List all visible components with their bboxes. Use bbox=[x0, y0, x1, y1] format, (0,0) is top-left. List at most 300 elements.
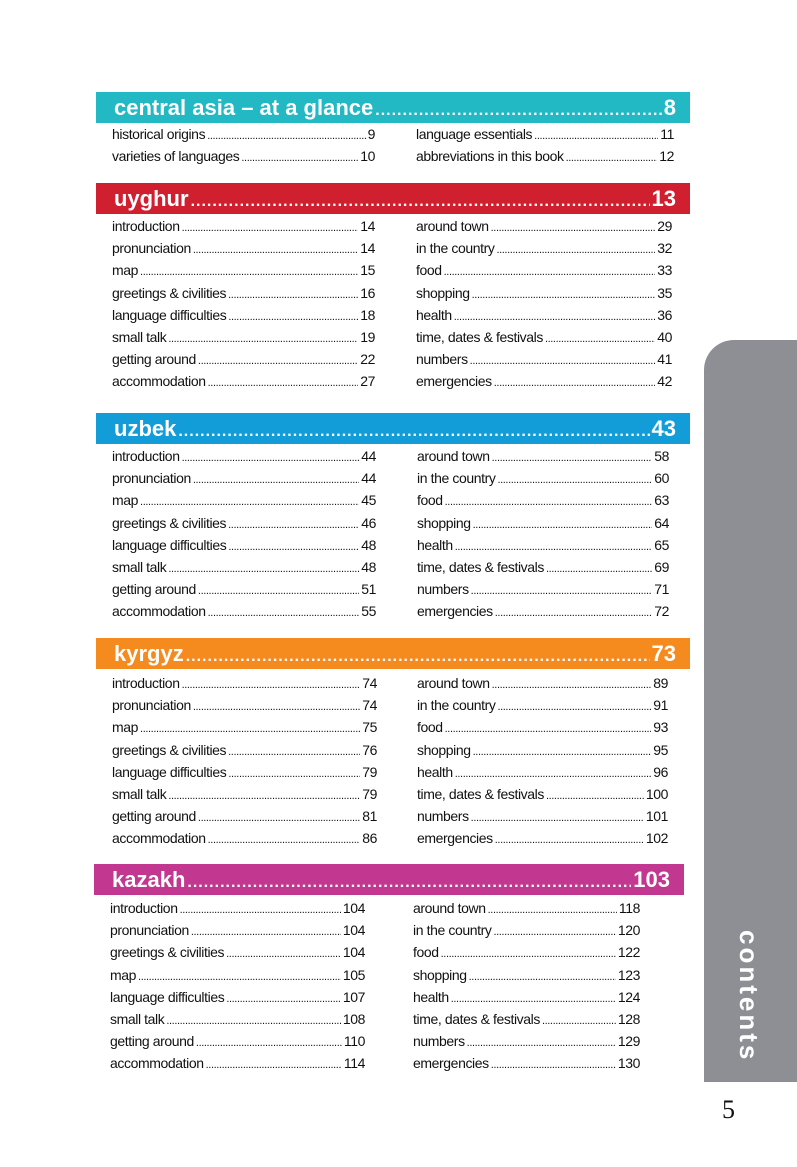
dot-leader bbox=[182, 675, 361, 691]
entry-page: 101 bbox=[645, 808, 668, 825]
entry-label: pronunciation bbox=[112, 470, 191, 487]
dot-leader bbox=[228, 742, 360, 758]
toc-entry[interactable] bbox=[416, 218, 672, 240]
toc-entry[interactable] bbox=[110, 967, 365, 989]
toc-entry[interactable] bbox=[417, 448, 669, 470]
entry-page: 22 bbox=[360, 351, 375, 368]
dot-leader bbox=[196, 1033, 342, 1049]
entry-label: introduction bbox=[112, 218, 180, 234]
section-page: 103 bbox=[633, 866, 670, 892]
section-header-4[interactable] bbox=[94, 864, 684, 895]
toc-entry[interactable] bbox=[417, 492, 669, 514]
dot-leader bbox=[228, 307, 358, 323]
dot-leader bbox=[186, 641, 650, 667]
dot-leader bbox=[193, 470, 359, 486]
entry-page: 114 bbox=[343, 1055, 365, 1072]
toc-entry[interactable] bbox=[416, 373, 672, 395]
entry-label: food bbox=[417, 492, 443, 509]
entry-label: language difficulties bbox=[110, 988, 225, 1005]
toc-entry[interactable] bbox=[110, 1033, 365, 1055]
toc-entry[interactable] bbox=[417, 675, 668, 697]
entry-label: greetings & civilities bbox=[110, 944, 225, 961]
entry-label: getting around bbox=[110, 1033, 194, 1050]
dot-leader bbox=[178, 416, 649, 442]
left-column bbox=[110, 900, 365, 1078]
entry-label: health bbox=[417, 763, 453, 780]
left-column bbox=[112, 126, 375, 170]
dot-leader bbox=[138, 967, 341, 983]
section-header-3[interactable] bbox=[96, 638, 690, 669]
dot-leader bbox=[469, 967, 616, 983]
entry-page: 129 bbox=[617, 1033, 640, 1050]
dot-leader bbox=[566, 148, 658, 164]
entry-label: getting around bbox=[112, 581, 196, 598]
toc-entry[interactable] bbox=[112, 470, 376, 492]
entry-label: map bbox=[112, 262, 139, 279]
toc-entry[interactable] bbox=[417, 581, 669, 603]
entry-page: 79 bbox=[362, 785, 377, 802]
entry-page: 63 bbox=[654, 492, 669, 509]
entry-label: small talk bbox=[112, 558, 167, 575]
dot-leader bbox=[208, 373, 359, 389]
entry-label: around town bbox=[417, 448, 490, 464]
toc-entry[interactable] bbox=[112, 515, 376, 537]
entry-page: 107 bbox=[342, 988, 365, 1005]
toc-entry[interactable] bbox=[112, 329, 375, 351]
dot-leader bbox=[140, 492, 359, 508]
dot-leader bbox=[495, 603, 652, 619]
toc-entry[interactable] bbox=[417, 559, 669, 581]
section-title: central asia – at a glance bbox=[114, 94, 374, 120]
entry-label: time, dates & festivals bbox=[416, 328, 543, 345]
toc-entry[interactable] bbox=[112, 603, 376, 625]
toc-entry[interactable] bbox=[416, 148, 674, 170]
dot-leader bbox=[180, 900, 341, 916]
toc-entry[interactable] bbox=[112, 559, 376, 581]
dot-leader bbox=[226, 944, 341, 960]
right-column bbox=[417, 675, 668, 853]
entry-page: 35 bbox=[657, 284, 672, 301]
right-column bbox=[416, 126, 674, 170]
section-title: kyrgyz bbox=[114, 640, 184, 666]
entry-label: in the country bbox=[417, 697, 496, 714]
dot-leader bbox=[168, 559, 359, 575]
dot-leader bbox=[168, 329, 358, 345]
entry-label: emergencies bbox=[416, 373, 492, 390]
section-page: 8 bbox=[663, 94, 676, 120]
dot-leader bbox=[470, 351, 656, 367]
entry-label: accommodation bbox=[110, 1055, 204, 1072]
dot-leader bbox=[198, 581, 359, 597]
dot-leader bbox=[140, 262, 358, 278]
toc-entry[interactable] bbox=[413, 1011, 640, 1033]
entry-page: 46 bbox=[361, 514, 376, 531]
entry-page: 58 bbox=[654, 448, 669, 464]
entry-label: language difficulties bbox=[112, 763, 227, 780]
entry-label: in the country bbox=[413, 922, 492, 939]
entry-label: accommodation bbox=[112, 830, 206, 847]
entry-label: emergencies bbox=[417, 603, 493, 620]
toc-entry[interactable] bbox=[416, 240, 672, 262]
entry-label: shopping bbox=[417, 514, 471, 531]
entry-page: 72 bbox=[654, 603, 669, 620]
dot-leader bbox=[198, 808, 360, 824]
entry-page: 105 bbox=[342, 966, 365, 983]
dot-leader bbox=[471, 808, 644, 824]
dot-leader bbox=[241, 148, 358, 164]
dot-leader bbox=[488, 900, 617, 916]
entry-label: health bbox=[416, 306, 452, 323]
section-page: 43 bbox=[651, 415, 676, 441]
dot-leader bbox=[166, 1011, 340, 1027]
toc-entry[interactable] bbox=[112, 537, 376, 559]
toc-entry[interactable] bbox=[416, 329, 672, 351]
entry-page: 79 bbox=[362, 763, 377, 780]
entry-page: 93 bbox=[653, 719, 668, 736]
dot-leader bbox=[491, 218, 656, 234]
entry-label: abbreviations in this book bbox=[416, 148, 564, 165]
entry-page: 40 bbox=[657, 328, 672, 345]
toc-entry[interactable] bbox=[417, 830, 668, 852]
toc-entry[interactable] bbox=[416, 126, 674, 148]
dot-leader bbox=[472, 285, 656, 301]
entry-page: 108 bbox=[342, 1010, 365, 1027]
entry-label: food bbox=[413, 944, 439, 961]
dot-leader bbox=[546, 786, 644, 802]
toc-entry[interactable] bbox=[112, 581, 376, 603]
dot-leader bbox=[191, 186, 650, 212]
toc-entry[interactable] bbox=[417, 537, 669, 559]
entry-label: food bbox=[417, 719, 443, 736]
entry-label: time, dates & festivals bbox=[417, 558, 544, 575]
toc-entry[interactable] bbox=[417, 808, 668, 830]
entry-label: emergencies bbox=[413, 1055, 489, 1072]
entry-page: 9 bbox=[367, 126, 375, 142]
toc-entry[interactable] bbox=[413, 1033, 640, 1055]
toc-entry[interactable] bbox=[112, 351, 375, 373]
entry-page: 19 bbox=[360, 328, 375, 345]
toc-entry[interactable] bbox=[416, 351, 672, 373]
toc-entry[interactable] bbox=[112, 218, 375, 240]
entry-page: 42 bbox=[657, 373, 672, 390]
toc-entry[interactable] bbox=[112, 697, 377, 719]
dot-leader bbox=[193, 697, 360, 713]
toc-entry[interactable] bbox=[417, 603, 669, 625]
dot-leader bbox=[534, 126, 658, 142]
entry-page: 104 bbox=[342, 944, 365, 961]
entry-page: 102 bbox=[645, 830, 668, 847]
entry-page: 124 bbox=[617, 988, 640, 1005]
toc-entry[interactable] bbox=[110, 944, 365, 966]
dot-leader bbox=[193, 240, 358, 256]
entry-page: 65 bbox=[654, 536, 669, 553]
entry-page: 32 bbox=[657, 240, 672, 257]
entry-page: 45 bbox=[361, 492, 376, 509]
entry-label: small talk bbox=[112, 785, 167, 802]
entry-page: 14 bbox=[360, 218, 375, 234]
toc-entry[interactable] bbox=[413, 989, 640, 1011]
dot-leader bbox=[473, 515, 653, 531]
entry-label: greetings & civilities bbox=[112, 741, 227, 758]
entry-page: 128 bbox=[617, 1010, 640, 1027]
toc-entry[interactable] bbox=[112, 285, 375, 307]
dot-leader bbox=[208, 830, 361, 846]
toc-entry[interactable] bbox=[416, 285, 672, 307]
entry-label: health bbox=[417, 536, 453, 553]
entry-label: pronunciation bbox=[110, 922, 189, 939]
entry-label: getting around bbox=[112, 808, 196, 825]
dot-leader bbox=[454, 307, 655, 323]
entry-page: 14 bbox=[360, 240, 375, 257]
dot-leader bbox=[545, 329, 655, 345]
entry-page: 123 bbox=[617, 966, 640, 983]
dot-leader bbox=[198, 351, 358, 367]
entry-page: 74 bbox=[362, 675, 377, 691]
entry-page: 104 bbox=[342, 900, 365, 916]
entry-page: 10 bbox=[360, 148, 375, 165]
dot-leader bbox=[228, 764, 360, 780]
entry-page: 122 bbox=[617, 944, 640, 961]
toc-entry[interactable] bbox=[112, 808, 377, 830]
dot-leader bbox=[451, 989, 616, 1005]
toc-entry[interactable] bbox=[112, 830, 377, 852]
dot-leader bbox=[491, 1055, 616, 1071]
side-tab-label: contents bbox=[734, 930, 764, 1063]
toc-entry[interactable] bbox=[417, 764, 668, 786]
entry-label: introduction bbox=[112, 448, 180, 464]
left-column bbox=[112, 675, 377, 853]
entry-label: map bbox=[112, 492, 139, 509]
toc-entry[interactable] bbox=[110, 900, 365, 922]
section-header-2[interactable] bbox=[96, 413, 690, 444]
entry-page: 130 bbox=[617, 1055, 640, 1072]
entry-label: varieties of languages bbox=[112, 148, 240, 165]
dot-leader bbox=[492, 448, 653, 464]
toc-entry[interactable] bbox=[112, 719, 377, 741]
entry-label: pronunciation bbox=[112, 240, 191, 257]
dot-leader bbox=[228, 537, 359, 553]
entry-label: around town bbox=[413, 900, 486, 916]
entry-label: health bbox=[413, 988, 449, 1005]
entry-page: 110 bbox=[343, 1033, 365, 1050]
dot-leader bbox=[495, 830, 644, 846]
right-column bbox=[416, 218, 672, 396]
entry-page: 96 bbox=[653, 763, 668, 780]
left-column bbox=[112, 218, 375, 396]
entry-label: emergencies bbox=[417, 830, 493, 847]
toc-entry[interactable] bbox=[112, 148, 375, 170]
entry-label: around town bbox=[417, 675, 490, 691]
dot-leader bbox=[441, 944, 616, 960]
dot-leader bbox=[471, 581, 653, 597]
entry-page: 27 bbox=[360, 373, 375, 390]
toc-entry[interactable] bbox=[112, 448, 376, 470]
dot-leader bbox=[445, 492, 653, 508]
toc-entry[interactable] bbox=[112, 240, 375, 262]
section-title: uzbek bbox=[114, 415, 177, 441]
toc-entry[interactable] bbox=[417, 470, 669, 492]
entry-label: food bbox=[416, 262, 442, 279]
entry-page: 74 bbox=[362, 697, 377, 714]
dot-leader bbox=[208, 603, 360, 619]
dot-leader bbox=[546, 559, 652, 575]
dot-leader bbox=[375, 95, 661, 121]
toc-entry[interactable] bbox=[112, 492, 376, 514]
entry-page: 76 bbox=[362, 741, 377, 758]
dot-leader bbox=[445, 719, 652, 735]
entry-page: 89 bbox=[653, 675, 668, 691]
dot-leader bbox=[187, 867, 631, 893]
section-page: 13 bbox=[651, 185, 676, 211]
entry-label: around town bbox=[416, 218, 489, 234]
entry-label: shopping bbox=[413, 966, 467, 983]
dot-leader bbox=[496, 240, 655, 256]
dot-leader bbox=[455, 764, 651, 780]
dot-leader bbox=[444, 262, 656, 278]
entry-label: numbers bbox=[416, 351, 468, 368]
toc-entry[interactable] bbox=[416, 307, 672, 329]
entry-label: introduction bbox=[110, 900, 178, 916]
toc-entry[interactable] bbox=[413, 944, 640, 966]
entry-page: 41 bbox=[657, 351, 672, 368]
dot-leader bbox=[542, 1011, 616, 1027]
dot-leader bbox=[467, 1033, 616, 1049]
entry-label: greetings & civilities bbox=[112, 284, 227, 301]
entry-page: 48 bbox=[361, 558, 376, 575]
right-column bbox=[413, 900, 640, 1078]
entry-label: shopping bbox=[416, 284, 470, 301]
toc-entry[interactable] bbox=[413, 922, 640, 944]
entry-label: numbers bbox=[413, 1033, 465, 1050]
dot-leader bbox=[168, 786, 360, 802]
entry-page: 44 bbox=[361, 470, 376, 487]
entry-page: 120 bbox=[617, 922, 640, 939]
entry-label: numbers bbox=[417, 808, 469, 825]
entry-label: numbers bbox=[417, 581, 469, 598]
dot-leader bbox=[228, 285, 358, 301]
toc-entry[interactable] bbox=[112, 786, 377, 808]
dot-leader bbox=[492, 675, 652, 691]
contents-side-tab bbox=[704, 340, 797, 1082]
toc-entry[interactable] bbox=[417, 515, 669, 537]
section-title: kazakh bbox=[112, 866, 186, 892]
entry-page: 44 bbox=[361, 448, 376, 464]
entry-label: language difficulties bbox=[112, 306, 227, 323]
toc-entry[interactable] bbox=[417, 742, 668, 764]
entry-page: 64 bbox=[654, 514, 669, 531]
entry-label: in the country bbox=[417, 470, 496, 487]
entry-page: 55 bbox=[361, 603, 376, 620]
dot-leader bbox=[497, 470, 652, 486]
entry-label: getting around bbox=[112, 351, 196, 368]
entry-label: introduction bbox=[112, 675, 180, 691]
entry-label: map bbox=[110, 966, 137, 983]
toc-entry[interactable] bbox=[413, 967, 640, 989]
toc-entry[interactable] bbox=[417, 719, 668, 741]
section-page: 73 bbox=[651, 640, 676, 666]
dot-leader bbox=[140, 719, 360, 735]
dot-leader bbox=[497, 697, 651, 713]
toc-entry[interactable] bbox=[413, 900, 640, 922]
right-column bbox=[417, 448, 669, 626]
toc-entry[interactable] bbox=[112, 307, 375, 329]
entry-label: shopping bbox=[417, 741, 471, 758]
entry-label: map bbox=[112, 719, 139, 736]
entry-page: 95 bbox=[653, 741, 668, 758]
entry-page: 11 bbox=[660, 126, 674, 142]
dot-leader bbox=[206, 1055, 342, 1071]
entry-label: language essentials bbox=[416, 126, 533, 142]
entry-label: in the country bbox=[416, 240, 495, 257]
entry-page: 36 bbox=[657, 306, 672, 323]
toc-entry[interactable] bbox=[112, 675, 377, 697]
toc-entry[interactable] bbox=[112, 126, 375, 148]
entry-page: 51 bbox=[361, 581, 376, 598]
entry-page: 33 bbox=[657, 262, 672, 279]
section-header-0[interactable] bbox=[96, 92, 690, 123]
dot-leader bbox=[191, 922, 341, 938]
toc-entry[interactable] bbox=[112, 764, 377, 786]
section-header-1[interactable] bbox=[96, 183, 690, 214]
entry-label: time, dates & festivals bbox=[417, 785, 544, 802]
entry-page: 15 bbox=[360, 262, 375, 279]
dot-leader bbox=[182, 448, 360, 464]
entry-page: 100 bbox=[645, 785, 668, 802]
entry-page: 71 bbox=[654, 581, 669, 598]
page-number: 5 bbox=[722, 1095, 735, 1124]
toc-entry[interactable] bbox=[417, 786, 668, 808]
entry-label: historical origins bbox=[112, 126, 206, 142]
dot-leader bbox=[473, 742, 652, 758]
entry-label: accommodation bbox=[112, 603, 206, 620]
toc-entry[interactable] bbox=[112, 742, 377, 764]
toc-entry[interactable] bbox=[110, 1011, 365, 1033]
entry-page: 60 bbox=[654, 470, 669, 487]
entry-page: 16 bbox=[360, 284, 375, 301]
entry-page: 12 bbox=[659, 148, 674, 165]
left-column bbox=[112, 448, 376, 626]
entry-page: 48 bbox=[361, 536, 376, 553]
entry-label: small talk bbox=[110, 1010, 165, 1027]
toc-entry[interactable] bbox=[110, 1055, 365, 1077]
entry-page: 91 bbox=[653, 697, 668, 714]
entry-label: time, dates & festivals bbox=[413, 1010, 540, 1027]
entry-label: pronunciation bbox=[112, 697, 191, 714]
dot-leader bbox=[494, 373, 655, 389]
toc-entry[interactable] bbox=[413, 1055, 640, 1077]
toc-entry[interactable] bbox=[112, 373, 375, 395]
entry-page: 81 bbox=[362, 808, 377, 825]
dot-leader bbox=[493, 922, 615, 938]
entry-page: 29 bbox=[657, 218, 672, 234]
toc-entry[interactable] bbox=[110, 922, 365, 944]
entry-page: 69 bbox=[654, 558, 669, 575]
toc-entry[interactable] bbox=[417, 697, 668, 719]
entry-page: 18 bbox=[360, 306, 375, 323]
toc-entry[interactable] bbox=[416, 262, 672, 284]
entry-label: greetings & civilities bbox=[112, 514, 227, 531]
entry-label: small talk bbox=[112, 328, 167, 345]
toc-entry[interactable] bbox=[110, 989, 365, 1011]
entry-page: 86 bbox=[362, 830, 377, 847]
entry-page: 104 bbox=[342, 922, 365, 939]
dot-leader bbox=[455, 537, 652, 553]
dot-leader bbox=[207, 126, 365, 142]
entry-label: language difficulties bbox=[112, 536, 227, 553]
toc-entry[interactable] bbox=[112, 262, 375, 284]
entry-page: 75 bbox=[362, 719, 377, 736]
section-title: uyghur bbox=[114, 185, 189, 211]
